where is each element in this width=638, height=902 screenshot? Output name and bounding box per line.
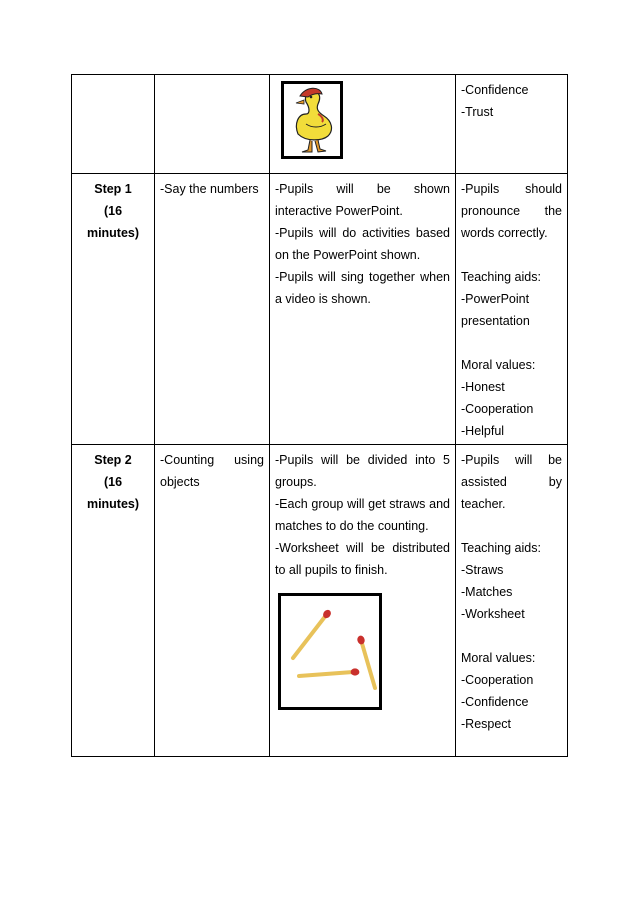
activity-item: -Each group will get straws and matches to do the counting. [275, 497, 450, 533]
teaching-aid-item: -Straws [461, 563, 504, 577]
activity-item: -Pupils will be shown interactive PowerPoint. [275, 182, 450, 218]
teaching-aids-title: Teaching aids: [461, 270, 541, 284]
step-label: Step 2 [94, 453, 132, 467]
content-text: -Counting using objects [160, 453, 264, 489]
table-row [72, 75, 568, 174]
teaching-aid-item: -Matches [461, 585, 513, 599]
activity-item: -Pupils will sing together when a video is shown. [275, 270, 450, 306]
matchsticks-image [278, 593, 382, 710]
activity-item: -Pupils will be divided into 5 groups. [275, 453, 450, 489]
activity-cell [270, 75, 456, 174]
matchsticks-icon [281, 596, 379, 707]
table-row [72, 445, 568, 757]
step-duration: (16 [103, 475, 123, 489]
remark-text: -Pupils should pronounce the words correctly. [461, 182, 562, 240]
moral-value: -Trust [461, 105, 494, 119]
moral-value: -Honest [461, 380, 505, 394]
notes-cell [456, 445, 568, 757]
step-cell [72, 445, 155, 757]
step-cell [72, 174, 155, 445]
duck-cartoon-image [281, 81, 343, 159]
step-label: Step 1 [94, 182, 132, 196]
content-cell [155, 174, 270, 445]
teaching-aid-item: -PowerPoint presentation [461, 292, 530, 328]
activity-cell [270, 445, 456, 757]
table-row [72, 174, 568, 445]
moral-value: -Confidence [461, 695, 529, 709]
notes-cell [456, 174, 568, 445]
step-cell [72, 75, 155, 174]
moral-value: -Helpful [461, 424, 505, 438]
moral-value: -Cooperation [461, 673, 534, 687]
step-duration-unit: minutes) [86, 497, 140, 511]
moral-values-title: Moral values: [461, 651, 536, 665]
step-duration: (16 [103, 204, 123, 218]
activity-cell [270, 174, 456, 445]
lesson-plan-table [71, 74, 568, 757]
teaching-aids-title: Teaching aids: [461, 541, 541, 555]
content-cell [155, 445, 270, 757]
content-text: -Say the numbers [160, 182, 259, 196]
activity-item: -Worksheet will be distributed to all pupils to finish. [275, 541, 450, 577]
content-cell [155, 75, 270, 174]
moral-value: -Confidence [461, 83, 529, 97]
moral-value: -Respect [461, 717, 512, 731]
moral-value: -Cooperation [461, 402, 534, 416]
teaching-aid-item: -Worksheet [461, 607, 525, 621]
moral-values-title: Moral values: [461, 358, 536, 372]
activity-item: -Pupils will do activities based on the PowerPoint shown. [275, 226, 450, 262]
step-duration-unit: minutes) [86, 226, 140, 240]
duck-cartoon-icon [284, 84, 340, 156]
notes-cell [456, 75, 568, 174]
remark-text: -Pupils will be assisted by teacher. [461, 453, 562, 511]
